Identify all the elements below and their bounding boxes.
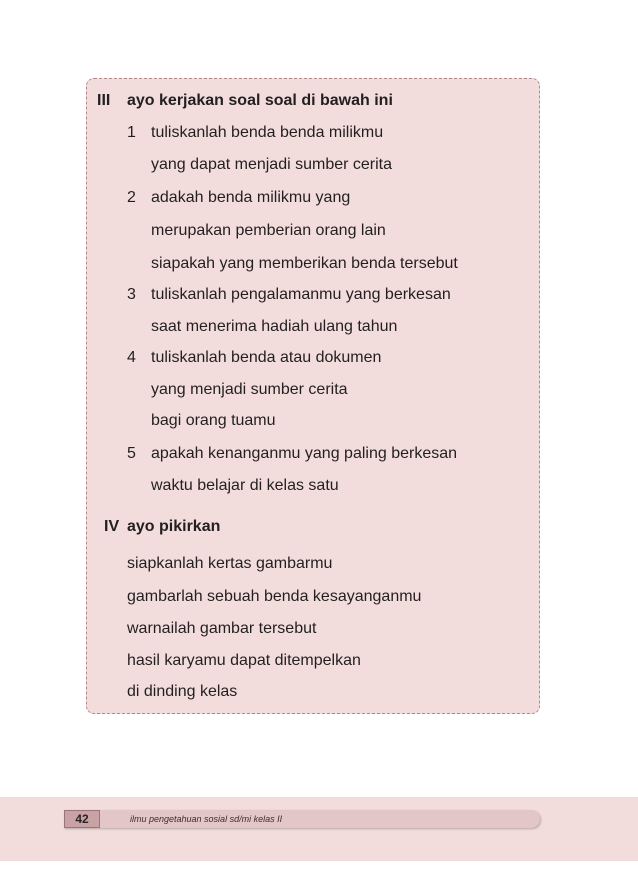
section-4-number: IV: [104, 518, 120, 535]
section-4-line-3: warnailah gambar tersebut: [127, 620, 317, 637]
question-4-line-1: tuliskanlah benda atau dokumen: [151, 349, 382, 366]
question-5-line-2: waktu belajar di kelas satu: [151, 477, 339, 494]
section-4-line-5: di dinding kelas: [127, 683, 238, 700]
question-1-line-2: yang dapat menjadi sumber cerita: [151, 156, 393, 173]
question-5-number: 5: [127, 445, 136, 462]
section-3-number: III: [97, 92, 111, 109]
question-1-line-1: tuliskanlah benda benda milikmu: [151, 124, 384, 141]
question-3-line-2: saat menerima hadiah ulang tahun: [151, 318, 398, 335]
page-number: 42: [64, 810, 100, 828]
question-2-line-3: siapakah yang memberikan benda tersebut: [151, 255, 458, 272]
question-2-number: 2: [127, 189, 136, 206]
section-3-title: ayo kerjakan soal soal di bawah ini: [127, 92, 393, 109]
question-2-line-1: adakah benda milikmu yang: [151, 189, 351, 206]
footer-band: [0, 797, 638, 861]
question-5-line-1: apakah kenanganmu yang paling berkesan: [151, 445, 458, 462]
section-4-line-4: hasil karyamu dapat ditempelkan: [127, 652, 361, 669]
question-3-number: 3: [127, 286, 136, 303]
question-3-line-1: tuliskanlah pengalamanmu yang berkesan: [151, 286, 451, 303]
footer-book-title: ilmu pengetahuan sosial sd/mi kelas II: [130, 814, 283, 824]
section-4-line-2: gambarlah sebuah benda kesayanganmu: [127, 588, 422, 605]
question-4-line-2: yang menjadi sumber cerita: [151, 381, 348, 398]
question-1-number: 1: [127, 124, 136, 141]
section-4-line-1: siapkanlah kertas gambarmu: [127, 555, 333, 572]
question-4-line-3: bagi orang tuamu: [151, 412, 276, 429]
question-2-line-2: merupakan pemberian orang lain: [151, 222, 386, 239]
section-4-title: ayo pikirkan: [127, 518, 221, 535]
section-3-heading: [97, 91, 110, 111]
question-4-number: 4: [127, 349, 136, 366]
